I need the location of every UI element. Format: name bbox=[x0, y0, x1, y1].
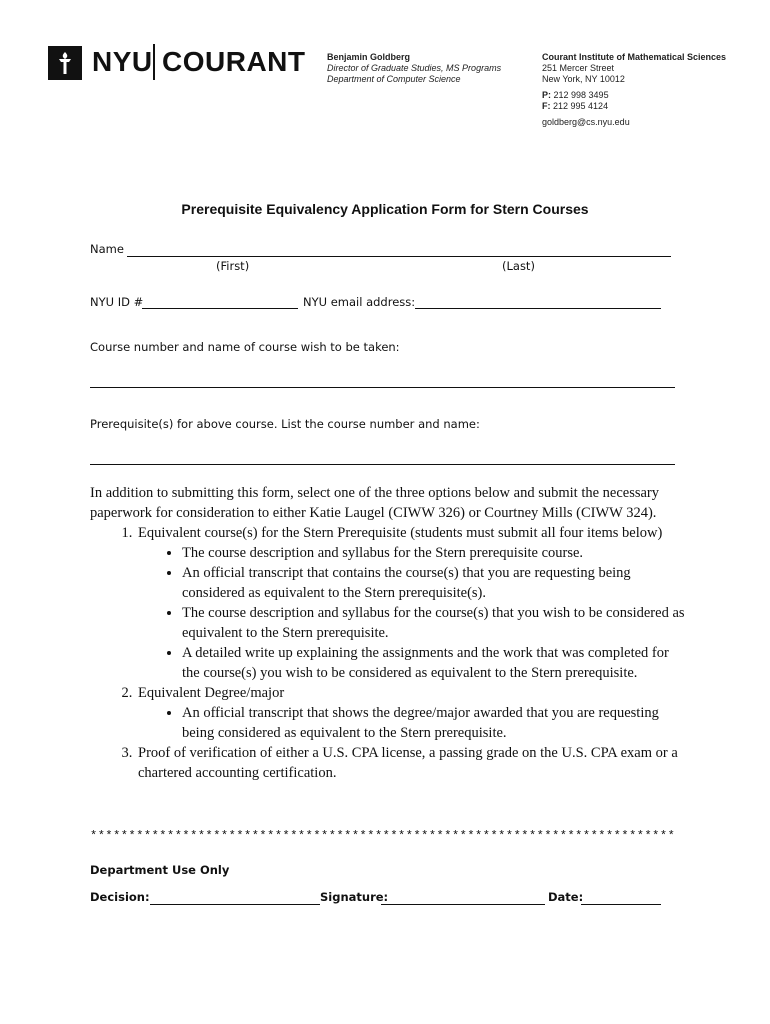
option-item bbox=[136, 683, 690, 743]
sender-name: Benjamin Goldberg bbox=[327, 52, 411, 62]
date-field[interactable] bbox=[581, 904, 661, 905]
torch-icon bbox=[48, 46, 82, 80]
signature-label: Signature: bbox=[320, 890, 389, 904]
requirement-item: • The course description and syllabus for the Stern prerequisite course. bbox=[182, 543, 690, 563]
email-label: NYU email address: bbox=[303, 295, 416, 309]
name-label: Name bbox=[90, 242, 124, 256]
requirement-item: • An official transcript that shows the degree/major awarded that you are requesting being considered as equivalent to the Stern prerequisite. bbox=[182, 703, 690, 743]
option-requirements bbox=[138, 703, 690, 743]
email-field[interactable] bbox=[415, 308, 661, 309]
instructions bbox=[90, 483, 690, 783]
phone-label: P: bbox=[542, 90, 551, 100]
sender-department: Department of Computer Science bbox=[327, 74, 461, 84]
option-item bbox=[136, 523, 690, 683]
contact-email: goldberg@cs.nyu.edu bbox=[542, 117, 630, 127]
option-text: Proof of verification of either a U.S. CPA license, a passing grade on the U.S. CPA exam or a chartered accounting certification. bbox=[138, 745, 678, 781]
department-use-heading: Department Use Only bbox=[90, 863, 230, 877]
logo-courant-text: COURANT bbox=[162, 46, 306, 77]
decision-field[interactable] bbox=[150, 904, 320, 905]
fax-line bbox=[542, 101, 726, 112]
sender-info bbox=[327, 52, 501, 85]
signature-field[interactable] bbox=[381, 904, 545, 905]
prereq-label: Prerequisite(s) for above course. List the course number and name: bbox=[90, 417, 480, 431]
institute-street: 251 Mercer Street bbox=[542, 63, 615, 73]
last-name-label: (Last) bbox=[502, 259, 535, 273]
course-label: Course number and name of course wish to be taken: bbox=[90, 340, 400, 354]
requirement-item: • A detailed write up explaining the assignments and the work that was completed for the course(s) you wish to be considered as equivalent to the Stern prerequisite. bbox=[182, 643, 690, 683]
fax-label: F: bbox=[542, 101, 551, 111]
institute-name: Courant Institute of Mathematical Sciences bbox=[542, 52, 727, 62]
phone-number: 212 998 3495 bbox=[553, 90, 609, 100]
nyu-torch-logo bbox=[48, 46, 82, 80]
option-text: Equivalent Degree/major bbox=[138, 685, 285, 701]
option-text: Equivalent course(s) for the Stern Prerequisite (students must submit all four items below) bbox=[138, 525, 663, 541]
decision-label: Decision: bbox=[90, 890, 150, 904]
form-title: Prerequisite Equivalency Application Form for Stern Courses bbox=[181, 201, 589, 217]
sender-title: Director of Graduate Studies, MS Programs bbox=[327, 63, 502, 73]
institute-info bbox=[542, 52, 726, 128]
institute-city: New York, NY 10012 bbox=[542, 74, 625, 84]
instructions-intro: In addition to submitting this form, select one of the three options below and submit the necessary paperwork for consideration to either Katie Laugel (CIWW 326) or Courtney Mills (CIWW 324). bbox=[90, 485, 660, 521]
requirement-item: • The course description and syllabus for the course(s) that you wish to be considered as equivalent to the Stern prerequisite. bbox=[182, 603, 690, 643]
prereq-field[interactable] bbox=[90, 464, 675, 465]
nyu-id-field[interactable] bbox=[142, 308, 298, 309]
option-requirements bbox=[138, 543, 690, 683]
requirement-item: • An official transcript that contains the course(s) that you are requesting being considered as equivalent to the Stern prerequisite(s). bbox=[182, 563, 690, 603]
asterisk-separator: **************************************************************************** bbox=[90, 829, 676, 843]
logo-divider bbox=[153, 44, 155, 80]
phone-line bbox=[542, 90, 726, 101]
course-field[interactable] bbox=[90, 387, 675, 388]
date-label: Date: bbox=[548, 890, 584, 904]
options-list bbox=[90, 523, 690, 783]
nyu-id-label: NYU ID # bbox=[90, 295, 144, 309]
name-field[interactable] bbox=[127, 256, 671, 257]
first-name-label: (First) bbox=[216, 259, 250, 273]
fax-number: 212 995 4124 bbox=[553, 101, 609, 111]
logo-nyu-text: NYU bbox=[92, 46, 153, 77]
option-item bbox=[136, 743, 690, 783]
